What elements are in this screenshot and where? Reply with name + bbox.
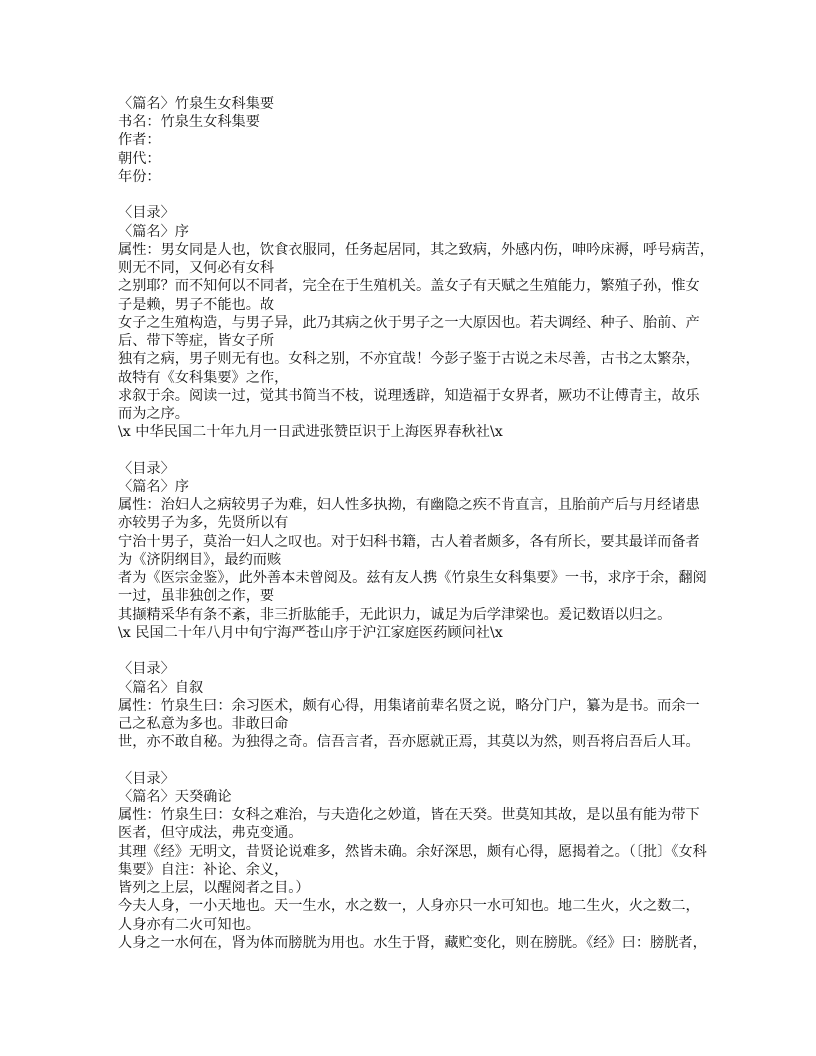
toc-marker: 〈目录〉 [118, 661, 175, 678]
text-line: 人身之一水何在，肾为体而膀胱为用也。水生于肾，藏贮变化，则在膀胱。《经》曰：膀胱者， [118, 934, 707, 951]
text-line: 者为《医宗金鉴》，此外善本未曾阅及。兹有友人携《竹泉生女科集要》一书，求序于余，翻阅 [118, 570, 707, 587]
book-name: 书名：竹泉生女科集要 [118, 114, 260, 131]
text-line: 亦较男子为多，先贤所以有 [118, 515, 289, 532]
toc-marker: 〈目录〉 [118, 205, 175, 222]
text-line: 属性：治妇人之病较男子为难，妇人性多执拗，有幽隐之疾不肯直言，且胎前产后与月经诸患 [118, 497, 700, 514]
text-line: 一过，虽非独创之作，要 [118, 588, 275, 605]
toc-marker: 〈目录〉 [118, 460, 175, 477]
text-line: 集要》自注：补论、余义， [118, 861, 289, 878]
section-title: 〈篇名〉序 [118, 478, 189, 495]
author-field: 作者： [118, 132, 161, 149]
text-line: 其理《经》无明文，昔贤论说难多，然皆未确。余好深思，颇有心得，愿揭着之。（〔批〕《女科 [118, 843, 707, 860]
year-field: 年份： [118, 168, 161, 185]
text-line: 属性：竹泉生曰：女科之难治，与夫造化之妙道，皆在天癸。世莫知其故，是以虽有能为带下 [118, 807, 700, 824]
text-line: 世，亦不敢自秘。为独得之奇。信吾言者，吾亦愿就正焉，其莫以为然，则吾将启吾后人耳。 [118, 734, 700, 751]
text-line: 而为之序。 [118, 405, 189, 422]
blank-line [118, 186, 702, 204]
text-line: 求叙于余。阅读一过，觉其书简当不枝，说理透辟，知造福于女界者，厥功不让傅青主，故乐 [118, 387, 700, 404]
dynasty-field: 朝代： [118, 150, 161, 167]
text-line: 今夫人身，一小天地也。天一生水，水之数一，人身亦只一水可知也。地二生火，火之数二， [118, 898, 700, 915]
text-line: 己之私意为多也。非敢曰命 [118, 715, 289, 732]
text-line: 子是赖，男子不能也。故 [118, 296, 275, 313]
blank-line [118, 441, 702, 459]
text-line: 皆列之上层，以醒阅者之目。） [118, 880, 310, 897]
text-line: 后、带下等症，皆女子所 [118, 333, 275, 350]
text-line: 之别耶？而不知何以不同者，完全在于生殖机关。盖女子有天赋之生殖能力，繁殖子孙，惟女 [118, 278, 700, 295]
section-title: 〈篇名〉自叙 [118, 679, 204, 696]
signature-line: \x 中华民国二十年九月一日武进张赞臣识于上海医界春秋社\x [118, 424, 503, 441]
text-line: 则无不同，又何必有女科 [118, 260, 275, 277]
text-line: 其撷精采华有条不紊，非三折肱能手，无此识力，诚足为后学津梁也。爰记数语以归之。 [118, 606, 672, 623]
text-line: 独有之病，男子则无有也。女科之别，不亦宜哉！今彭子鉴于古说之未尽善，古书之太繁杂， [118, 351, 700, 368]
blank-line [118, 751, 702, 769]
chapter-title: 〈篇名〉竹泉生女科集要 [118, 96, 275, 112]
section-title: 〈篇名〉天癸确论 [118, 788, 232, 805]
document-page [118, 95, 714, 952]
text-line: 医者，但守成法，弗克变通。 [118, 825, 303, 842]
text-line: 宁治十男子，莫治一妇人之叹也。对于妇科书籍，古人着者颇多，各有所长，要其最详而备者 [118, 533, 700, 550]
text-line: 属性：男女同是人也，饮食衣服同，任务起居同，其之致病，外感内伤，呻吟床褥，呼号病苦， [118, 241, 714, 258]
toc-marker: 〈目录〉 [118, 770, 175, 787]
text-line: 女子之生殖构造，与男子异，此乃其病之伙于男子之一大原因也。若夫调经、种子、胎前、产 [118, 314, 700, 331]
signature-line: \x 民国二十年八月中旬宁海严苍山序于沪江家庭医药顾问社\x [118, 624, 503, 641]
text-line: 人身亦有二火可知也。 [118, 916, 260, 933]
blank-line [118, 642, 702, 660]
text-line: 故特有《女科集要》之作， [118, 369, 289, 386]
text-line: 为《济阴纲目》，最约而赅 [118, 551, 282, 568]
section-title: 〈篇名〉序 [118, 223, 189, 240]
text-line: 属性：竹泉生曰：余习医术，颇有心得，用集诸前辈名贤之说，略分门户，纂为是书。而余一 [118, 697, 700, 714]
